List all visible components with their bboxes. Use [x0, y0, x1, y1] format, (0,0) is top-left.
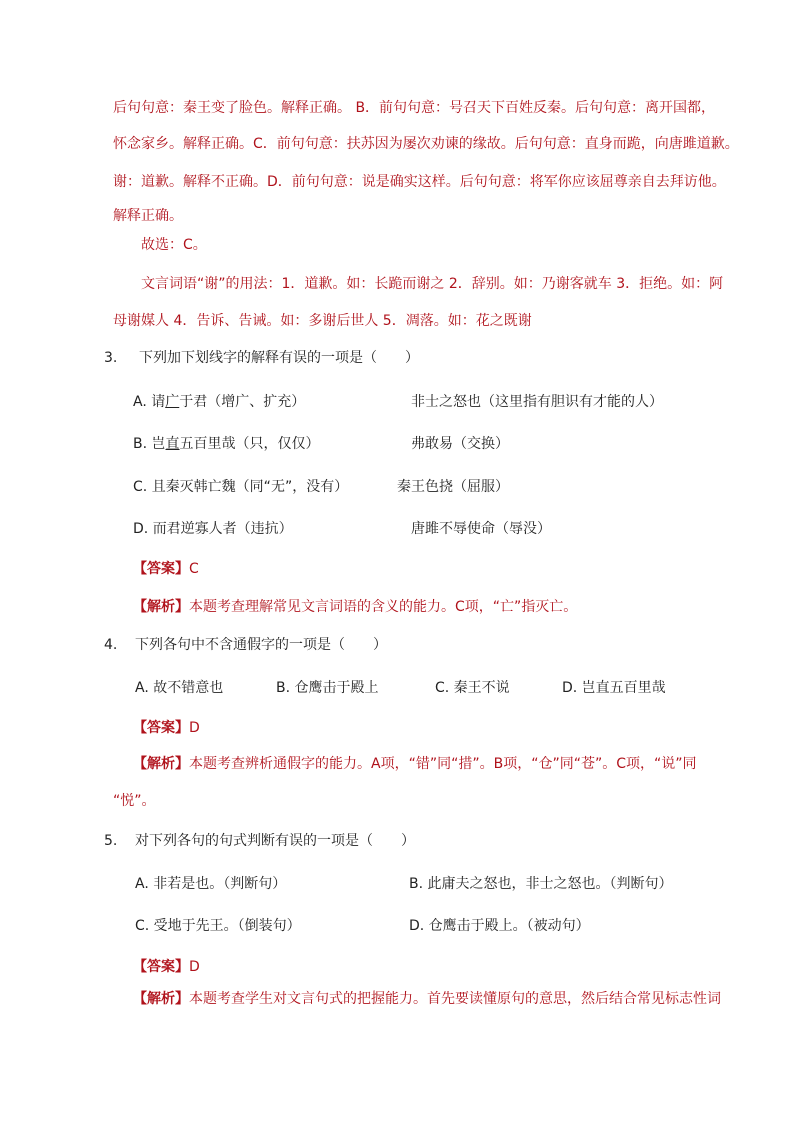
q4-answer-value: D — [189, 720, 200, 736]
q4-analysis-tag: 【解析】 — [133, 756, 189, 772]
q3-d-left: 而君逆寡人者（违抗） — [152, 521, 293, 537]
q3-answer-tag: 【答案】 — [133, 561, 189, 577]
q5-option-c: C. 受地于先王。（倒装句） — [135, 918, 301, 934]
q3-option-d — [133, 519, 293, 539]
q3-c-left: 且秦灭韩亡魏（同“无”，没有） — [151, 479, 349, 495]
q4-option-a: A. 故不错意也 — [135, 680, 224, 696]
q5-answer-value: D — [189, 959, 200, 975]
q3-a-left-post: 于君（增广、扩充） — [179, 394, 306, 410]
q3-analysis — [133, 597, 577, 617]
prev-analysis-note-2: 母谢媒人 4．告诉、告诫。如：多谢后世人 5．凋落。如：花之既谢 — [113, 313, 532, 329]
q3-a-label: A. — [133, 394, 147, 410]
q3-a-left-pre: 请 — [151, 394, 166, 410]
q4-analysis-continued: “悦”。 — [113, 793, 156, 809]
q3-option-d-right: 唐雎不辱使命（辱没） — [411, 521, 551, 537]
q3-option-c — [133, 477, 348, 497]
q3-option-a — [133, 392, 305, 412]
q5-option-a: A. 非若是也。（判断句） — [135, 876, 287, 892]
q3-c-label: C. — [133, 479, 148, 495]
q3-answer-value: C — [189, 561, 199, 577]
q3-b-left-pre: 岂 — [151, 436, 166, 452]
prev-analysis-line-1: 后句句意：秦王变了脸色。解释正确。 B．前句句意：号召天下百姓反秦。后句句意：离开国都， — [113, 100, 716, 116]
q3-answer — [133, 559, 199, 579]
prev-analysis-note-1: 文言词语“谢”的用法：1．道歉。如：长跪而谢之 2．辞别。如：乃谢客就车 3．拒绝。如：阿 — [141, 276, 724, 292]
q4-option-b: B. 仓鹰击于殿上 — [276, 680, 379, 696]
q4-number: 4. — [104, 637, 118, 653]
q3-option-c-right: 秦王色挠（屈服） — [397, 479, 509, 495]
q4-stem: 下列各句中不含通假字的一项是（ ） — [135, 637, 387, 653]
prev-analysis-line-3: 谢：道歉。解释不正确。D．前句句意：说是确实这样。后句句意：将军你应该屈尊亲自去拜访他。 — [113, 174, 726, 190]
q3-analysis-text: 本题考查理解常见文言词语的含义的能力。C项，“亡”指灭亡。 — [189, 599, 578, 615]
prev-analysis-line-2: 怀念家乡。解释正确。C．前句句意：扶苏因为屡次劝谏的缘故。后句句意：直身而跪，向唐雎道歉。 — [113, 136, 739, 152]
q5-analysis-tag: 【解析】 — [133, 991, 189, 1007]
q3-number: 3. — [104, 350, 118, 366]
q4-option-c: C. 秦王不说 — [435, 680, 510, 696]
q4-analysis — [133, 754, 697, 774]
q5-option-d: D. 仓鹰击于殿上。（被动句） — [409, 918, 590, 934]
q3-b-label: B. — [133, 436, 148, 452]
q3-stem: 下列加下划线字的解释有误的一项是（ ） — [139, 350, 419, 366]
q4-analysis-text: 本题考查辨析通假字的能力。A项，“错”同“措”。B项，“仓”同“苍”。C项，“说”同 — [189, 756, 697, 772]
q3-analysis-tag: 【解析】 — [133, 599, 189, 615]
q5-analysis-text: 本题考查学生对文言句式的把握能力。首先要读懂原句的意思，然后结合常见标志性词 — [189, 991, 721, 1007]
q4-answer — [133, 718, 200, 738]
q3-option-b-right: 弗敢易（交换） — [411, 436, 509, 452]
q5-answer — [133, 957, 200, 977]
prev-analysis-choice: 故选：C。 — [141, 237, 207, 253]
q3-b-left-post: 五百里哉（只，仅仅） — [179, 436, 320, 452]
q3-option-a-right: 非士之怒也（这里指有胆识有才能的人） — [411, 394, 663, 410]
q3-d-label: D. — [133, 521, 149, 537]
q3-b-underlined-char: 直 — [165, 436, 180, 452]
q5-analysis — [133, 989, 721, 1009]
prev-analysis-line-4: 解释正确。 — [113, 208, 183, 224]
q3-option-b — [133, 434, 320, 454]
q5-answer-tag: 【答案】 — [133, 959, 189, 975]
q3-a-underlined-char: 广 — [165, 394, 180, 410]
q5-number: 5. — [104, 833, 118, 849]
q5-option-b: B. 此庸夫之怒也，非士之怒也。（判断句） — [409, 876, 673, 892]
q5-stem: 对下列各句的句式判断有误的一项是（ ） — [135, 833, 415, 849]
q4-option-d: D. 岂直五百里哉 — [562, 680, 666, 696]
q4-answer-tag: 【答案】 — [133, 720, 189, 736]
